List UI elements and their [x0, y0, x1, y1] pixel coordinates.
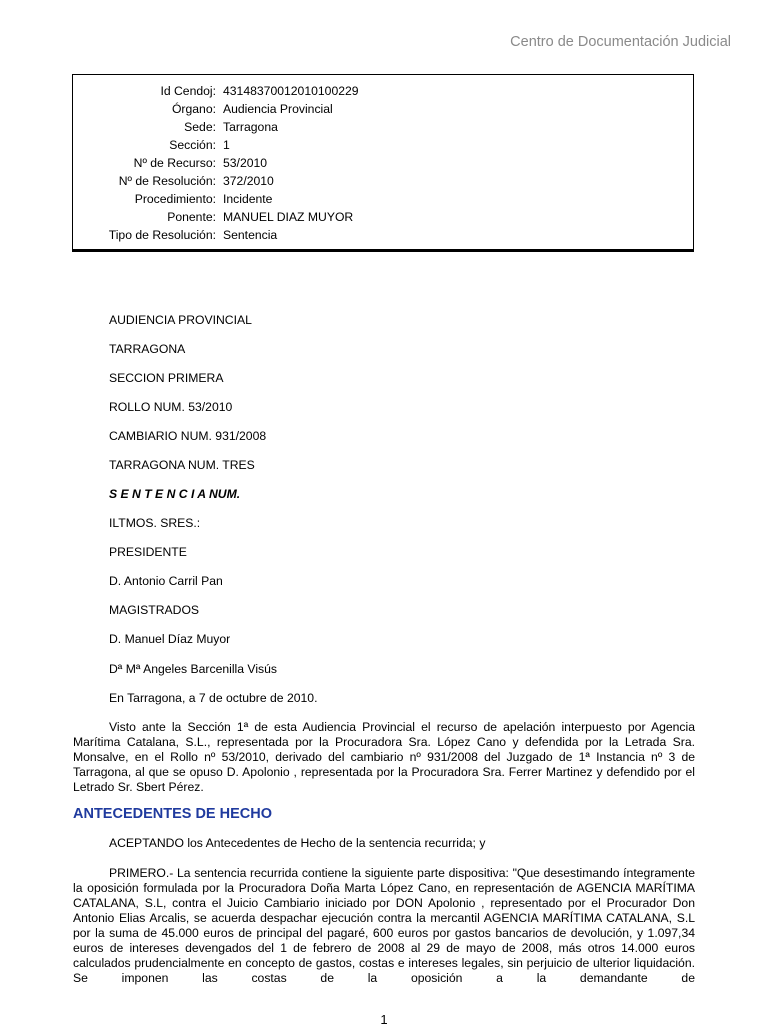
paragraph-aceptando: ACEPTANDO los Antecedentes de Hecho de la sentencia recurrida; y [109, 836, 486, 850]
metadata-row-tipo-resolucion [73, 226, 693, 244]
court-section: SECCION PRIMERA [109, 371, 224, 385]
metadata-row-resolucion [73, 172, 693, 190]
metadata-value: Audiencia Provincial [223, 102, 333, 116]
date-line: En Tarragona, a 7 de octubre de 2010. [109, 691, 318, 705]
metadata-row-organo [73, 100, 693, 118]
metadata-value: 43148370012010100229 [223, 84, 359, 98]
court-city: TARRAGONA [109, 342, 186, 356]
metadata-value: Sentencia [223, 228, 278, 242]
metadata-row-seccion [73, 136, 693, 154]
page-number: 1 [380, 1012, 388, 1027]
metadata-label: Ponente: [167, 210, 216, 224]
paragraph-primero: PRIMERO.- La sentencia recurrida contiene la siguiente parte dispositiva: "Que desestimando íntegramente la oposición formulada por la Procuradora Doña Marta López Cano, en representación de AGENCIA MARÍTIMA CATALANA, S.L, contra el Juicio Cambiario iniciado por DON Apolonio , representado por el Procurador Don Antonio Elias Arcalis, se acuerda despachar ejecución contra la mercantil AGENCIA MARÍTIMA CATALANA, S.L por la suma de 45.000 euros de principal del pagaré, 600 euros por gastos bancarios de devolución, y 1.097,34 euros de intereses devengados del 1 de febrero de 2008 al 29 de mayo de 2008, más otros 14.000 euros calculados prudencialmente en concepto de gastos, costas e intereses legales, sin perjuicio de ulterior liquidación. Se imponen las costas de la oposición a la demandante de [73, 866, 695, 985]
presidente-name: D. Antonio Carril Pan [109, 574, 223, 588]
metadata-box [72, 74, 694, 252]
magistrado-name-2: Dª Mª Angeles Barcenilla Visús [109, 662, 277, 676]
metadata-row-id-cendoj [73, 82, 693, 100]
metadata-label: Órgano: [171, 102, 216, 116]
iltmos-sres: ILTMOS. SRES.: [109, 516, 201, 530]
metadata-row-sede [73, 118, 693, 136]
document-center-title: Centro de Documentación Judicial [510, 34, 731, 50]
metadata-label: Tipo de Resolución: [108, 228, 216, 242]
metadata-label: Nº de Resolución: [118, 174, 216, 188]
magistrado-name-1: D. Manuel Díaz Muyor [109, 632, 231, 646]
metadata-label: Id Cendoj: [160, 84, 216, 98]
sentencia-heading: S E N T E N C I A NUM. [109, 487, 241, 501]
rollo-number: ROLLO NUM. 53/2010 [109, 400, 233, 414]
metadata-value: Incidente [223, 192, 273, 206]
section-heading-antecedentes: ANTECEDENTES DE HECHO [73, 806, 272, 822]
paragraph-visto: Visto ante la Sección 1ª de esta Audiencia Provincial el recurso de apelación interpuesto por Agencia Marítima Catalana, S.L., representada por la Procuradora Sra. López Cano y defendida por la Letrada Sra. Monsalve, en el Rollo nº 53/2010, derivado del cambiario nº 931/2008 del Juzgado de 1ª Instancia nº 3 de Tarragona, al que se opuso D. Apolonio , representada por la Procuradora Sra. Ferrer Martinez y defendido por el Letrado Sr. Sbert Pérez. [73, 720, 695, 794]
metadata-label: Sede: [184, 120, 216, 134]
metadata-row-recurso [73, 154, 693, 172]
metadata-row-procedimiento [73, 190, 693, 208]
presidente-label: PRESIDENTE [109, 545, 187, 559]
metadata-value: MANUEL DIAZ MUYOR [223, 210, 354, 224]
court-name: AUDIENCIA PROVINCIAL [109, 313, 252, 327]
metadata-row-ponente [73, 208, 693, 226]
metadata-label: Nº de Recurso: [133, 156, 216, 170]
metadata-value: Tarragona [223, 120, 278, 134]
origin-court: TARRAGONA NUM. TRES [109, 458, 255, 472]
metadata-value: 372/2010 [223, 174, 274, 188]
magistrados-label: MAGISTRADOS [109, 603, 200, 617]
metadata-value: 1 [223, 138, 230, 152]
metadata-value: 53/2010 [223, 156, 268, 170]
metadata-label: Sección: [169, 138, 216, 152]
cambiario-number: CAMBIARIO NUM. 931/2008 [109, 429, 267, 443]
metadata-label: Procedimiento: [134, 192, 216, 206]
